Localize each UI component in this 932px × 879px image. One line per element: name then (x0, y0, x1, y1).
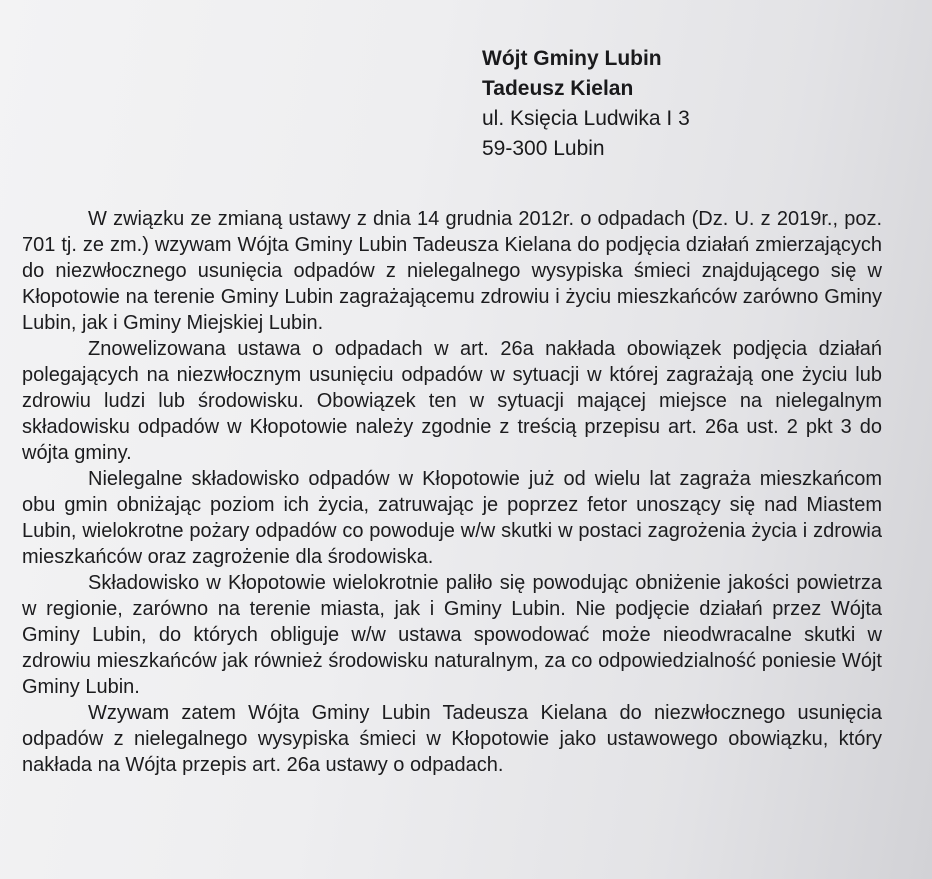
paragraph-landfill-threat: Nielegalne składowisko odpadów w Kłopotowie już od wielu lat zagraża mieszkańcom obu gmin obniżając poziom ich życia, zatruwając je poprzez fetor unoszący się nad Miastem Lubin, wielokrotne pożary odpadów co powoduje w/w skutki w postaci zagrożenia życia i zdrowia mieszkańców oraz zagrożenie dla środowiska. (22, 468, 882, 568)
paragraph-final-demand: Wzywam zatem Wójta Gminy Lubin Tadeusza Kielana do niezwłocznego usunięcia odpadów z nielegalnego wysypiska śmieci w Kłopotowie jako ustawowego obowiązku, który nakłada na Wójta przepis art. 26a ustawy o odpadach. (22, 702, 882, 776)
paragraph-fires-consequences: Składowisko w Kłopotowie wielokrotnie paliło się powodując obniżenie jakości powietrza w regionie, zarówno na terenie miasta, jak i Gminy Lubin. Nie podjęcie działań przez Wójta Gminy Lubin, do których obliguje w/w ustawa spowodować może nieodwracalne skutki w zdrowiu mieszkańców jak również środowisku naturalnym, za co odpowiedzialność poniesie Wójt Gminy Lubin. (22, 572, 882, 698)
recipient-street: ul. Księcia Ludwika I 3 (482, 107, 690, 130)
recipient-address-block (482, 44, 690, 164)
recipient-title: Wójt Gminy Lubin (482, 47, 662, 70)
letter-body (22, 206, 882, 778)
paragraph-legal-basis: W związku ze zmianą ustawy z dnia 14 grudnia 2012r. o odpadach (Dz. U. z 2019r., poz. 701 tj. ze zm.) wzywam Wójta Gminy Lubin Tadeusza Kielana do podjęcia działań zmierzających do niezwłocznego usunięcia odpadów z nielegalnego wysypiska śmieci znajdującego się w Kłopotowie na terenie Gminy Lubin zagrażającemu zdrowiu i życiu mieszkańców zarówno Gminy Lubin, jak i Gminy Miejskiej Lubin. (22, 208, 882, 334)
recipient-postal-city: 59-300 Lubin (482, 137, 605, 160)
paragraph-amended-act: Znowelizowana ustawa o odpadach w art. 26a nakłada obowiązek podjęcia działań polegających na niezwłocznym usunięciu odpadów w sytuacji w której zagrażają one życiu lub zdrowiu ludzi lub środowisku. Obowiązek ten w sytuacji mającej miejsce na nielegalnym składowisku odpadów w Kłopotowie należy zgodnie z treścią przepisu art. 26a ust. 2 pkt 3 do wójta gminy. (22, 338, 882, 464)
recipient-name: Tadeusz Kielan (482, 77, 634, 100)
